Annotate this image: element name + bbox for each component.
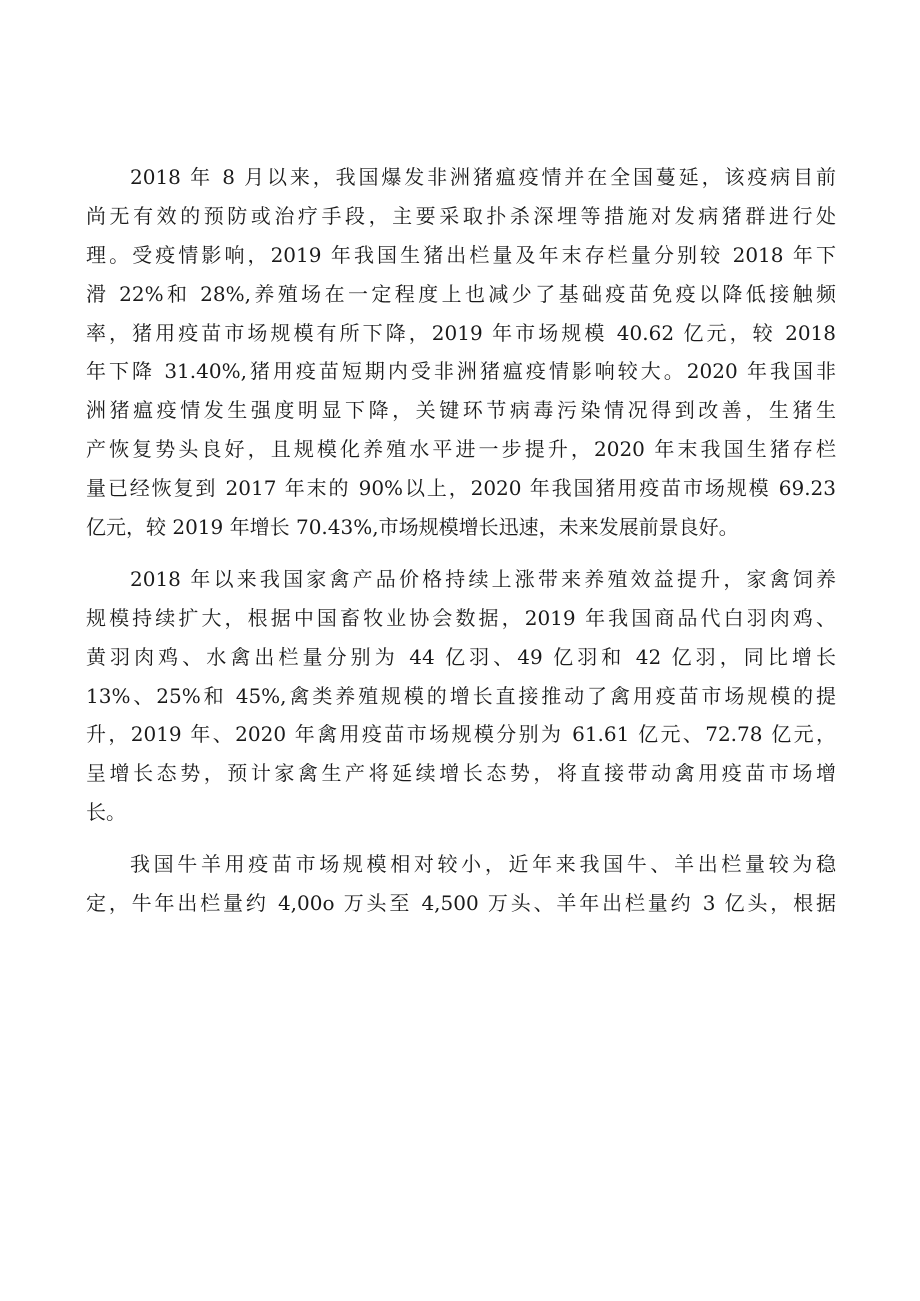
- paragraph-line: 13%、25%和 45%,禽类养殖规模的增长直接推动了禽用疫苗市场规模的提: [86, 683, 836, 708]
- paragraph-line: 呈增长态势，预计家禽生产将延续增长态势，将直接带动禽用疫苗市场增: [86, 761, 836, 786]
- paragraph-line: 亿元，较 2019 年增长 70.43%,市场规模增长迅速，未来发展前景良好。: [86, 515, 739, 540]
- paragraph-line: 我国牛羊用疫苗市场规模相对较小，近年来我国牛、羊出栏量较为稳: [130, 852, 836, 877]
- paragraph-line: 率，猪用疫苗市场规模有所下降，2019 年市场规模 40.62 亿元，较 2018: [86, 320, 836, 345]
- paragraph-line: 升，2019 年、2020 年禽用疫苗市场规模分别为 61.61 亿元、72.78 亿元，: [86, 722, 836, 747]
- paragraph-line: 2018 年 8 月以来，我国爆发非洲猪瘟疫情并在全国蔓延，该疫病目前: [130, 165, 836, 189]
- paragraph-line: 定，牛年出栏量约 4,00o 万头至 4,500 万头、羊年出栏量约 3 亿头，根据: [86, 891, 836, 916]
- paragraph-line: 量已经恢复到 2017 年末的 90%以上，2020 年我国猪用疫苗市场规模 69.23: [86, 476, 836, 501]
- paragraph-line: 规模持续扩大，根据中国畜牧业协会数据，2019 年我国商品代白羽肉鸡、: [86, 605, 836, 630]
- paragraph-line: 滑 22%和 28%,养殖场在一定程度上也减少了基础疫苗免疫以降低接触频: [86, 281, 836, 306]
- paragraph-line: 年下降 31.40%,猪用疫苗短期内受非洲猪瘟疫情影响较大。2020 年我国非: [86, 359, 836, 384]
- paragraph-line: 2018 年以来我国家禽产品价格持续上涨带来养殖效益提升，家禽饲养: [130, 566, 836, 591]
- paragraph-cattle-sheep-vaccine: [86, 845, 836, 923]
- paragraph-line: 长。: [86, 800, 126, 825]
- paragraph-line: 尚无有效的预防或治疗手段，主要采取扑杀深埋等措施对发病猪群进行处: [86, 203, 836, 228]
- paragraph-pig-vaccine: [86, 158, 836, 547]
- paragraph-line: 理。受疫情影响，2019 年我国生猪出栏量及年末存栏量分别较 2018 年下: [86, 242, 836, 267]
- document-page: [86, 158, 836, 923]
- paragraph-line: 洲猪瘟疫情发生强度明显下降，关键环节病毒污染情况得到改善，生猪生: [86, 398, 836, 423]
- paragraph-line: 黄羽肉鸡、水禽出栏量分别为 44 亿羽、49 亿羽和 42 亿羽，同比增长: [86, 644, 836, 669]
- paragraph-poultry-vaccine: [86, 560, 836, 832]
- paragraph-line: 产恢复势头良好，且规模化养殖水平进一步提升，2020 年末我国生猪存栏: [86, 437, 836, 462]
- paragraph-spacer: [86, 547, 836, 560]
- paragraph-spacer: [86, 832, 836, 845]
